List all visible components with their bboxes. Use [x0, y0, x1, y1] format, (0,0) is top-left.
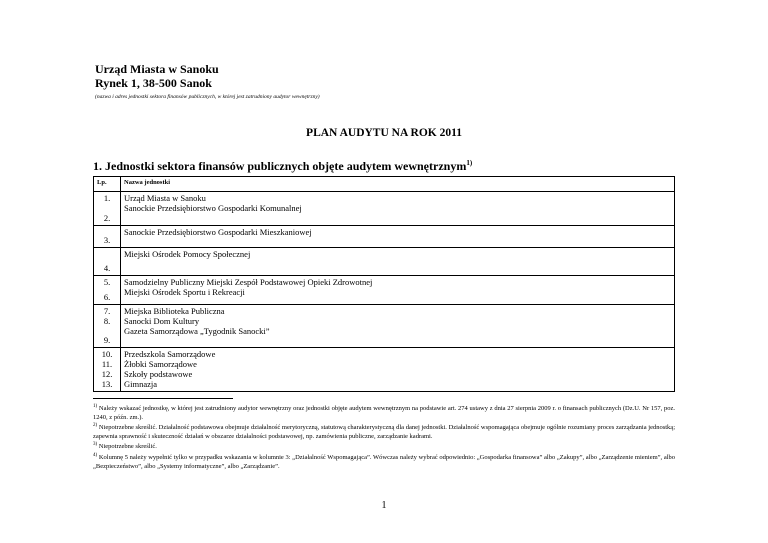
column-header-name: Nazwa jednostki: [121, 177, 675, 192]
section-heading-text: 1. Jednostki sektora finansów publicznych objęte audytem wewnętrznym: [93, 159, 467, 173]
footnote: [93, 403, 675, 422]
footnote: [93, 452, 675, 471]
footnote-text: Kolumnę 5 należy wypełnić tylko w przypadku wskazania w kolumnie 3: „Działalność Wspomagająca”. Wówczas należy wybrać odpowiednio: „Gospodarka finansowa” albo „Zakupy”, albo „Zarządzenie mieniem”, albo „Bezpieczeństwo”, albo „Systemy informatyczne”, albo „Zarządzanie”.: [93, 454, 676, 470]
table-row: [94, 305, 675, 348]
row-name-cell: [121, 276, 675, 305]
lp-value: 13.: [101, 379, 113, 389]
units-table: [93, 176, 675, 392]
header-note: (nazwa i adres jednostki sektora finansów publicznych, w której jest zatrudniony audytor wewnętrzny): [95, 94, 320, 100]
row-name-cell: [121, 192, 675, 226]
column-header-lp: Lp.: [94, 177, 121, 192]
lp-value: 8.: [103, 316, 111, 326]
table-row: [94, 192, 675, 226]
row-lp-cell: [94, 248, 121, 276]
unit-name: Gazeta Samorządowa „Tygodnik Sanocki”: [124, 326, 270, 336]
unit-name: Miejski Ośrodek Pomocy Społecznej: [124, 249, 251, 259]
footnote-number: 3): [93, 442, 98, 448]
unit-name: Sanocki Dom Kultury: [124, 316, 200, 326]
footnotes: [93, 403, 675, 471]
section-heading: [93, 159, 472, 174]
unit-name: Miejska Biblioteka Publiczna: [124, 306, 225, 316]
table-row: [94, 348, 675, 392]
unit-name: Sanockie Przedsiębiorstwo Gospodarki Komunalnej: [124, 203, 302, 213]
table-row: [94, 226, 675, 248]
lp-value: 3.: [103, 235, 111, 245]
row-lp-cell: [94, 305, 121, 348]
lp-value: 10.: [101, 349, 113, 359]
row-name-cell: [121, 305, 675, 348]
row-name-cell: [121, 348, 675, 392]
lp-value: 5.: [103, 277, 111, 287]
row-lp-cell: [94, 226, 121, 248]
footnote-number: 2): [93, 423, 98, 429]
table-header-row: [94, 177, 675, 192]
row-lp-cell: [94, 192, 121, 226]
unit-name: Miejski Ośrodek Sportu i Rekreacji: [124, 287, 245, 297]
page-number: 1: [381, 500, 387, 511]
lp-value: 12.: [101, 369, 113, 379]
footnote-divider: [93, 398, 233, 399]
row-name-cell: [121, 226, 675, 248]
document-header: [95, 62, 320, 100]
lp-value: 9.: [103, 335, 111, 345]
row-name-cell: [121, 248, 675, 276]
table-row: [94, 276, 675, 305]
footnote-text: Należy wskazać jednostkę, w której jest zatrudniony audytor wewnętrzny oraz jednostki objęte audytem wewnętrznym na podstawie art. 274 ustawy z dnia 27 sierpnia 2009 r. o finansach publicznych (Dz.U. Nr 157, poz. 1240, z późn. zm.).: [93, 405, 675, 421]
row-lp-cell: [94, 348, 121, 392]
unit-name: Urząd Miasta w Sanoku: [124, 193, 206, 203]
document-title: PLAN AUDYTU NA ROK 2011: [306, 127, 462, 139]
lp-value: 2.: [103, 213, 111, 223]
footnote-number: 4): [93, 452, 98, 458]
section-heading-footnote-ref: 1): [466, 159, 473, 167]
lp-value: 4.: [103, 263, 111, 273]
unit-name: Sanockie Przedsiębiorstwo Gospodarki Mieszkaniowej: [124, 227, 312, 237]
footnote-number: 1): [93, 404, 98, 409]
footnote: [93, 422, 675, 441]
row-lp-cell: [94, 276, 121, 305]
unit-name: Przedszkola Samorządowe: [124, 349, 216, 359]
footnote-text: Niepotrzebne skreślić.: [98, 443, 157, 451]
unit-name: Żłobki Samorządowe: [124, 359, 197, 369]
lp-value: 11.: [101, 359, 113, 369]
footnote-text: Niepotrzebne skreślić. Działalność podstawowa obejmuje działalność merytoryczną, statutową charakterystyczną dla danej jednostki. Działalność wspomagająca obejmuje ogólnie rozumiany proces zarządzania jednostką; zapewnia sprawność i skuteczność działań w obszarze działalności podstawowej, np. zamówienia publiczne, zarządzanie kadrami.: [93, 424, 675, 440]
lp-value: 6.: [103, 292, 111, 302]
footnote: [93, 441, 675, 452]
unit-name: Gimnazja: [124, 379, 158, 389]
header-line-1: Urząd Miasta w Sanoku: [95, 62, 219, 76]
unit-name: Szkoły podstawowe: [124, 369, 193, 379]
table-row: [94, 248, 675, 276]
lp-value: 7.: [103, 306, 111, 316]
unit-name: Samodzielny Publiczny Miejski Zespół Podstawowej Opieki Zdrowotnej: [124, 277, 373, 287]
lp-value: 1.: [103, 193, 111, 203]
header-line-2: Rynek 1, 38-500 Sanok: [95, 76, 212, 90]
